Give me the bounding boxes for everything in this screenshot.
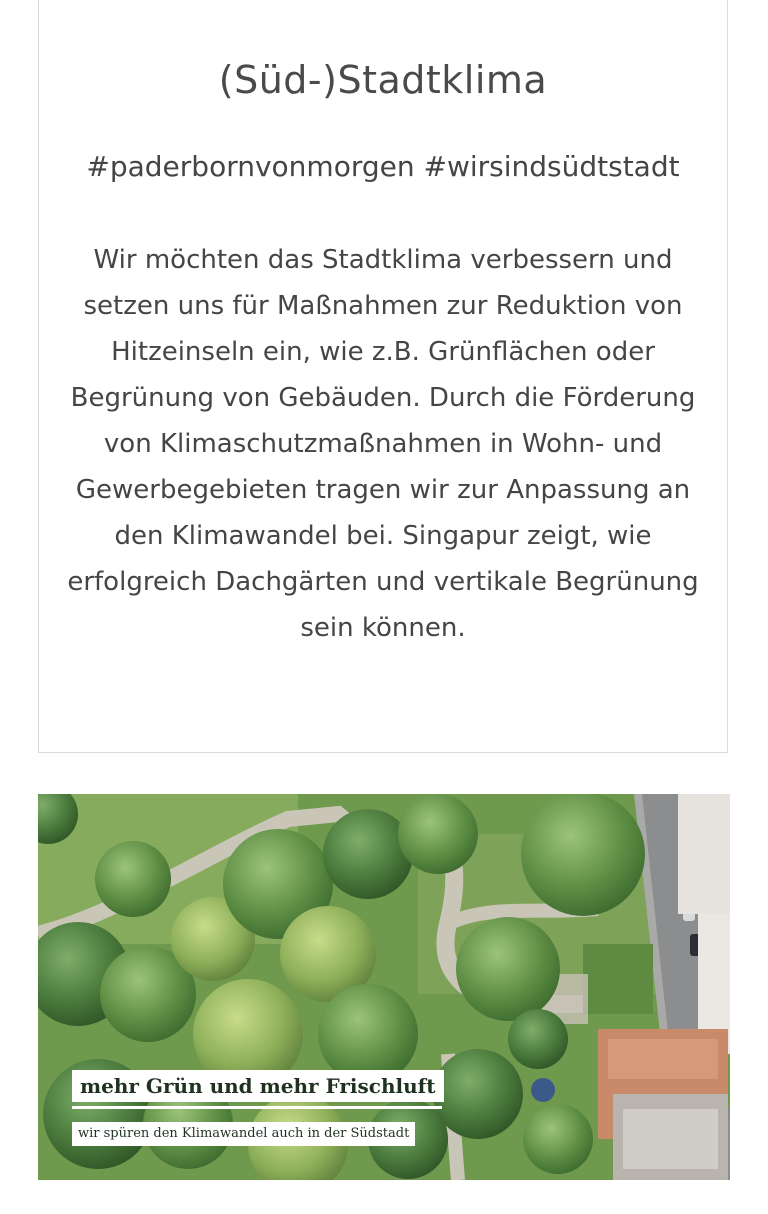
card-body-text: Wir möchten das Stadtklima verbessern und setzen uns für Maßnahmen zur Reduktion von Hitzeinseln ein, wie z.B. Grünflächen oder Begrünung von Gebäuden. Durch die Förderung von Klimaschutzmaßnahmen in Wohn- und Gewerbegebieten tragen wir zur Anpassung an den Klimawandel bei. Singapur zeigt, wie erfolgreich Dachgärten und vertikale Begrünung sein können. — [67, 245, 699, 643]
card-hashtags: #paderbornvonmorgen #wirsindsüdtstadt — [86, 150, 680, 183]
content-card — [38, 0, 728, 753]
photo-caption-main: mehr Grün und mehr Frischluft — [72, 1070, 444, 1102]
photo-caption-sub: wir spüren den Klimawandel auch in der Südstadt — [72, 1122, 415, 1146]
card-title: (Süd-)Stadtklima — [218, 58, 548, 102]
caption-divider — [72, 1106, 442, 1109]
